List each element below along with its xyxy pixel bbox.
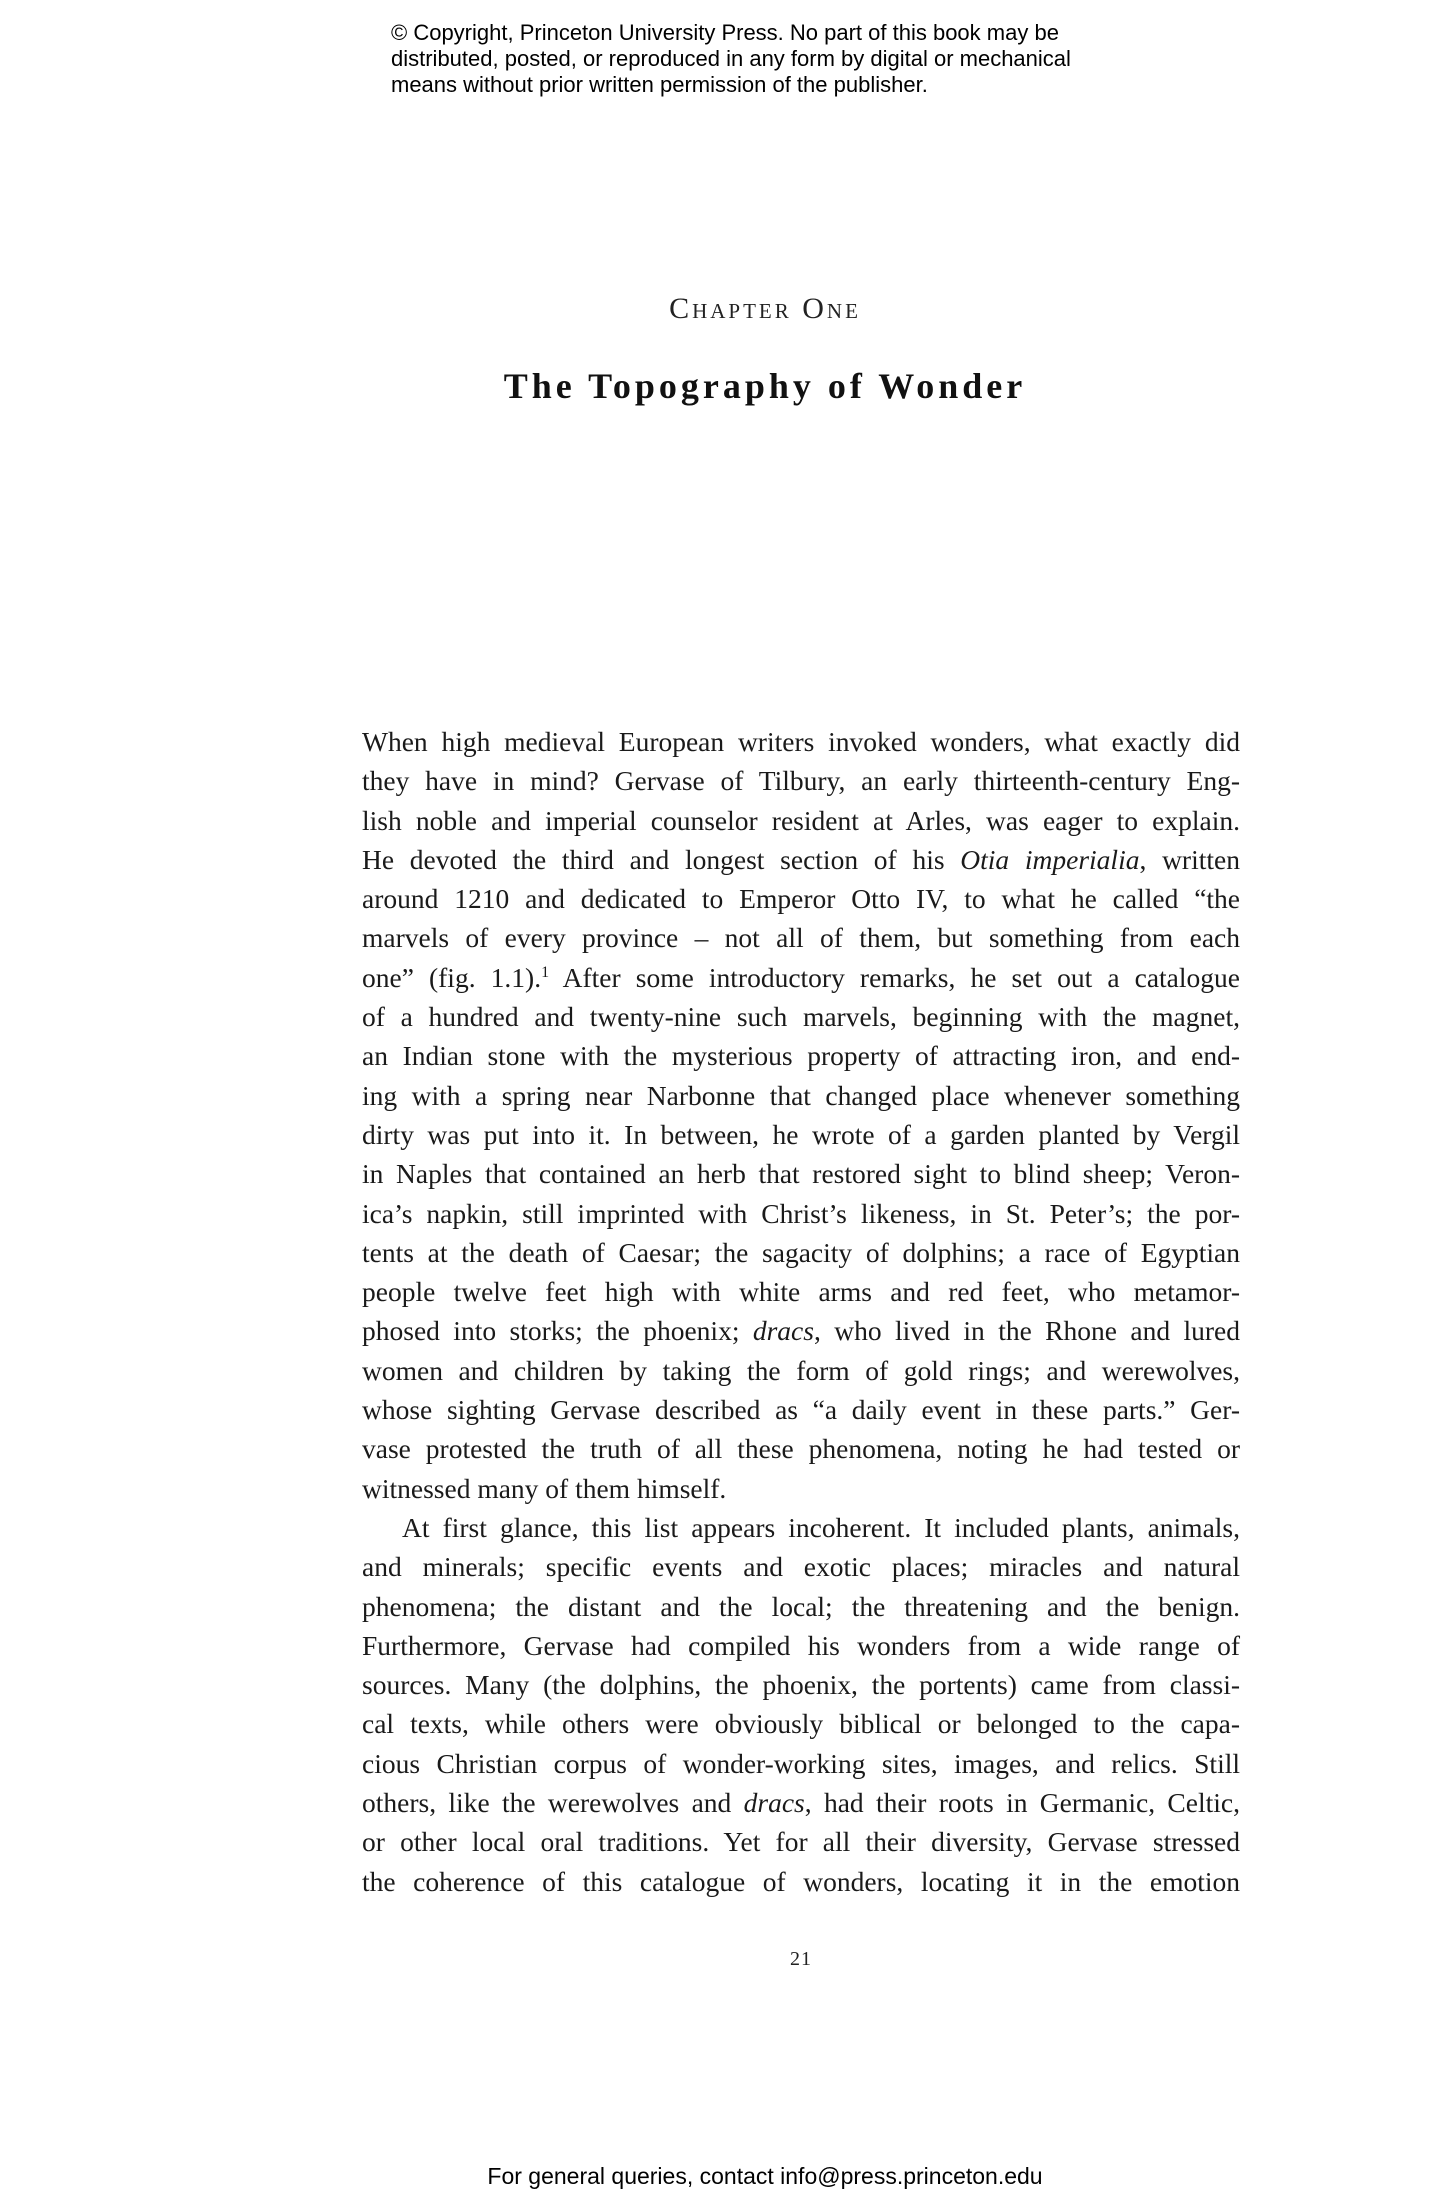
paragraph (362, 1508, 1240, 1901)
text-run: , who lived in the Rhone and lured (813, 1315, 1240, 1347)
text-line: When high medieval European writers invoked wonders, what exactly did (362, 726, 1240, 757)
text-line: in Naples that contained an herb that restored sight to blind sheep; Veron- (362, 1158, 1240, 1190)
page-number: 21 (790, 1948, 812, 1970)
text-line: vase protested the truth of all these phenomena, noting he had tested or (362, 1433, 1240, 1465)
italic-term: dracs (743, 1787, 805, 1819)
text-run: phosed into storks; the phoenix; (362, 1315, 753, 1347)
text-line: sources. Many (the dolphins, the phoenix, the portents) came from classi- (362, 1669, 1240, 1701)
text-run: , written (1139, 843, 1240, 875)
text-line: of a hundred and twenty-nine such marvels, beginning with the magnet, (362, 1001, 1240, 1033)
text-run: He devoted the third and longest section of his (362, 843, 961, 875)
text-line: tents at the death of Caesar; the sagacity of dolphins; a race of Egyptian (362, 1236, 1240, 1268)
text-run: one” (fig. 1.1). (362, 961, 542, 993)
text-line: marvels of every province – not all of them, but something from each (362, 922, 1240, 954)
text-line: women and children by taking the form of gold rings; and werewolves, (362, 1354, 1240, 1386)
chapter-title: The Topography of Wonder (503, 366, 1027, 406)
footnote-marker: 1 (541, 963, 550, 981)
text-line: dirty was put into it. In between, he wrote of a garden planted by Vergil (362, 1118, 1240, 1150)
text-line: ing with a spring near Narbonne that changed place whenever something (362, 1079, 1240, 1111)
text-line: they have in mind? Gervase of Tilbury, an early thirteenth-century Eng- (362, 765, 1240, 797)
text-line: whose sighting Gervase described as “a daily event in these parts.” Ger- (362, 1394, 1240, 1426)
text-line: around 1210 and dedicated to Emperor Otto IV, to what he called “the (362, 883, 1240, 915)
text-line: witnessed many of them himself. (362, 1472, 727, 1504)
text-line: an Indian stone with the mysterious property of attracting iron, and end- (362, 1040, 1240, 1072)
text-line: Furthermore, Gervase had compiled his wonders from a wide range of (362, 1629, 1240, 1661)
copyright-line: © Copyright, Princeton University Press. No part of this book may be (391, 20, 1059, 45)
copyright-line: means without prior written permission of the publisher. (391, 72, 928, 97)
copyright-notice (391, 20, 1151, 98)
text-run: , had their roots in Germanic, Celtic, (804, 1787, 1240, 1819)
footer-contact: For general queries, contact info@press.princeton.edu (487, 2163, 1043, 2189)
text-run: others, like the werewolves and (362, 1787, 744, 1819)
chapter-label: Chapter One (669, 292, 861, 325)
text-line (362, 1311, 1240, 1350)
copyright-line: distributed, posted, or reproduced in any form by digital or mechanical (391, 46, 1071, 71)
text-line: people twelve feet high with white arms and red feet, who metamor- (362, 1276, 1240, 1308)
text-line: cious Christian corpus of wonder-working sites, images, and relics. Still (362, 1747, 1240, 1779)
text-line (362, 840, 1240, 879)
text-line: the coherence of this catalogue of wonders, locating it in the emotion (362, 1865, 1240, 1897)
text-line: phenomena; the distant and the local; the threatening and the benign. (362, 1590, 1240, 1622)
book-title-italic: Otia imperialia (960, 843, 1140, 875)
text-line: ica’s napkin, still imprinted with Christ’s likeness, in St. Peter’s; the por- (362, 1197, 1240, 1229)
text-line (362, 1783, 1240, 1822)
text-line: At first glance, this list appears incoherent. It included plants, animals, (402, 1511, 1240, 1543)
text-line: lish noble and imperial counselor resident at Arles, was eager to explain. (362, 804, 1240, 836)
text-line (362, 958, 1240, 997)
paragraph (362, 722, 1240, 1508)
italic-term: dracs (752, 1315, 814, 1347)
text-line: cal texts, while others were obviously biblical or belonged to the capa- (362, 1708, 1240, 1740)
text-run: After some introductory remarks, he set out a catalogue (549, 961, 1240, 993)
text-line: and minerals; specific events and exotic places; miracles and natural (362, 1551, 1240, 1583)
body-text (362, 722, 1240, 1901)
text-line: or other local oral traditions. Yet for all their diversity, Gervase stressed (362, 1826, 1240, 1858)
